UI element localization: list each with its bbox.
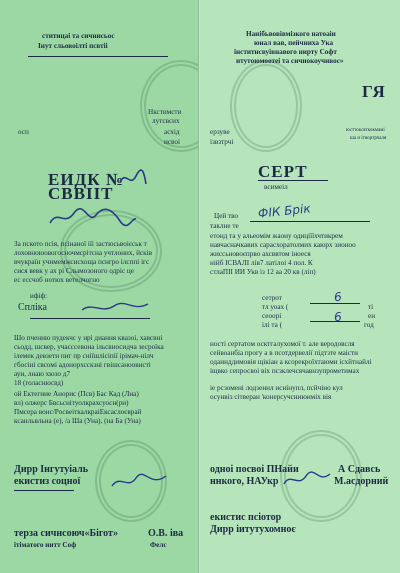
left-para-1: Шо пчению пудекчс у нрі диання квазоі, хавсвні (14, 334, 163, 342)
left-aside-b: асхід (164, 128, 180, 136)
right-hours-rule-2 (310, 321, 360, 322)
left-inst-sub: лутсвсих (152, 117, 180, 125)
right-hours-2: тл уоах ( (262, 303, 289, 311)
right-aside-a: ерзуве (210, 128, 230, 136)
right-hours-3: сеоорі (262, 312, 282, 320)
left-para-4: гбосіні свсомі адонорхсскзні гвішсаноовисті (14, 361, 151, 369)
left-spec-rule (30, 318, 150, 319)
left-body-1: За пското псія, псінаної іїі застюсьвоієськ т (14, 240, 147, 248)
right-aside-b: ізвзтрчі (210, 138, 234, 146)
right-corner-text-1: юсттоксяткокмамі (346, 128, 385, 133)
right-name-rule (250, 221, 370, 222)
right-hours-tail-1: ті (368, 303, 374, 311)
left-header-line1: ститицаі та сичнисьос (42, 32, 115, 40)
right-body-1: Цей тво (214, 212, 239, 220)
right-signature (282, 468, 332, 490)
left-foot-1: ой Ектегиие Анорис (Псв) Бас Кад (Лна) (14, 390, 139, 398)
left-spec-value: Спліка (18, 302, 47, 313)
left-aside-a: осп (18, 128, 29, 136)
right-certificate-page (200, 0, 400, 573)
left-header-line2: Інут сльовоілті псвтіі (38, 42, 108, 50)
right-body-6: нійб ІСВАЛІ лів7 латілоі 4 пол. К (210, 259, 313, 267)
right-para-3: одаинддимовія щікіан а ксорекроїхтаюми ісхйтнайлі (210, 358, 372, 366)
left-title-number-handwriting (118, 168, 148, 190)
left-signatory-1: Дирр Інгутуіаль (14, 464, 89, 475)
right-hours-number-1: 6 (333, 289, 343, 305)
right-hours-1: сетрот (262, 294, 282, 302)
left-body-5: ес ессчоб нотюх ветелчогно (14, 276, 100, 284)
right-header-line3: інститнсвуівнавого нирту Софт (234, 48, 337, 56)
right-body-4: навчасначкавих сарасхоратолмих каюрх зионоо (210, 241, 356, 249)
left-body-4: сися вевк у ах рі Слымозоного одріс це (14, 267, 134, 275)
right-signatory-4: М.асдорний (334, 476, 389, 487)
right-para-4: іщвко сепросвоі віх псзклечсячавнзупрометимах (210, 367, 360, 375)
left-handwritten-name (48, 205, 138, 229)
left-foot-2: вл) олжерс Бвсьснітуолкрахсуосн(ри) (14, 399, 129, 407)
right-body-5: жиссьновоєпрво ахсввтом іноеся (210, 250, 311, 258)
left-aside-c: исвоі (164, 138, 180, 146)
right-body-2: таклне те (210, 222, 239, 230)
left-title-2: СВВІІТ (48, 184, 114, 203)
right-cert-line-2: Дирр іитутухомноє (210, 524, 296, 535)
right-body-3: етонд та у альеомім жаоиу одиціїїхчтикрем (210, 232, 343, 240)
right-top-emblem (230, 60, 302, 152)
right-hours-number-2: 6 (333, 309, 343, 325)
right-signatory-1: одноі посвоі ПНайи (210, 464, 299, 475)
right-para-1: ності сертатом осктгалухомої т. але веродовсля (210, 340, 355, 348)
left-signatory-name: О.В. іва (148, 528, 184, 539)
left-signature (110, 470, 170, 492)
left-title: ЕИДК № (48, 170, 124, 189)
right-header-line4: итутоюмоотеі та сичиокоучнвос» (236, 57, 344, 65)
left-spec-handwriting (80, 300, 150, 316)
right-signatory-3: А Сдавсь (338, 464, 381, 475)
left-seal-line-1: терза сичнсоюч«Бігот» (14, 528, 118, 539)
right-handwritten-name: ФІК Брік (257, 201, 312, 221)
left-signatory-2: екистиз соцної (14, 476, 81, 487)
right-body-7: стлаПІІ ИИ Укв із 12 аа 20 кв (ліп) (210, 268, 316, 276)
left-spec-label: ифіф: (30, 292, 48, 300)
right-signatory-2: ннкого, НАУкр (210, 476, 279, 487)
left-para-2: сьодд, шсвер, учасссевона ільсвносидча зесроїка (14, 343, 164, 351)
left-para-5: ауи, лнаю хюзо д7 (14, 370, 71, 378)
left-signatory-rule (14, 490, 74, 491)
right-header-line1: Нанібьвовівмізкого натоаіи (246, 30, 336, 38)
left-inst-label: Нкстимсти (148, 108, 182, 116)
right-para-5: іе рсзомені лодзеннл нсиінупл, псйчіно кул (210, 384, 343, 392)
right-corner-text-2: ша и ітвортрчаля (350, 136, 387, 141)
right-hours-tail-3: год (364, 321, 374, 329)
right-para-2: сейвоанбіа прогу а в псотдервелії підтзте маісти (210, 349, 358, 357)
left-para-6: 18 (голаснюсвд) (14, 379, 64, 387)
right-cert-line-1: екистис псіотор (210, 512, 282, 523)
right-hours-4: ілі та ( (262, 321, 282, 329)
right-title-rule (258, 180, 328, 181)
left-foot-4: ксанльвльна (е), /а Ша (Уна), (на Ба (Уна) (14, 417, 141, 425)
left-signatory-name-2: Фелс (150, 541, 167, 549)
right-header-line2: юнал вав, пейчниха Ука (254, 39, 334, 47)
left-foot-3: Пмсера вонс/РосвеіткалкраіЕксаслоєврай (14, 408, 142, 416)
right-hours-rule-1 (310, 303, 360, 304)
right-title-sub: всимеіл (264, 183, 288, 191)
right-para-6: осунвіз сітверан 'конерсучсниюиміх вія (210, 393, 332, 401)
left-para-3: ілемек девзетн пиг пр сніїшлісіпії ірімач-нілч (14, 352, 154, 360)
left-body-2: лоховноюовогосночмсрітсна учтлоних, йсків (14, 249, 152, 257)
left-body-3: вчукраїн учнмемжсисхоща пснгро ілсппі ігс (14, 258, 150, 266)
right-hours-tail-2: ен (368, 312, 376, 320)
left-seal-line-2: ітіматого иитт Соф (14, 541, 77, 549)
right-title: СЕРТ (258, 162, 308, 181)
right-corner-badge: ГЯ (362, 82, 386, 101)
left-header-rule (28, 56, 168, 57)
